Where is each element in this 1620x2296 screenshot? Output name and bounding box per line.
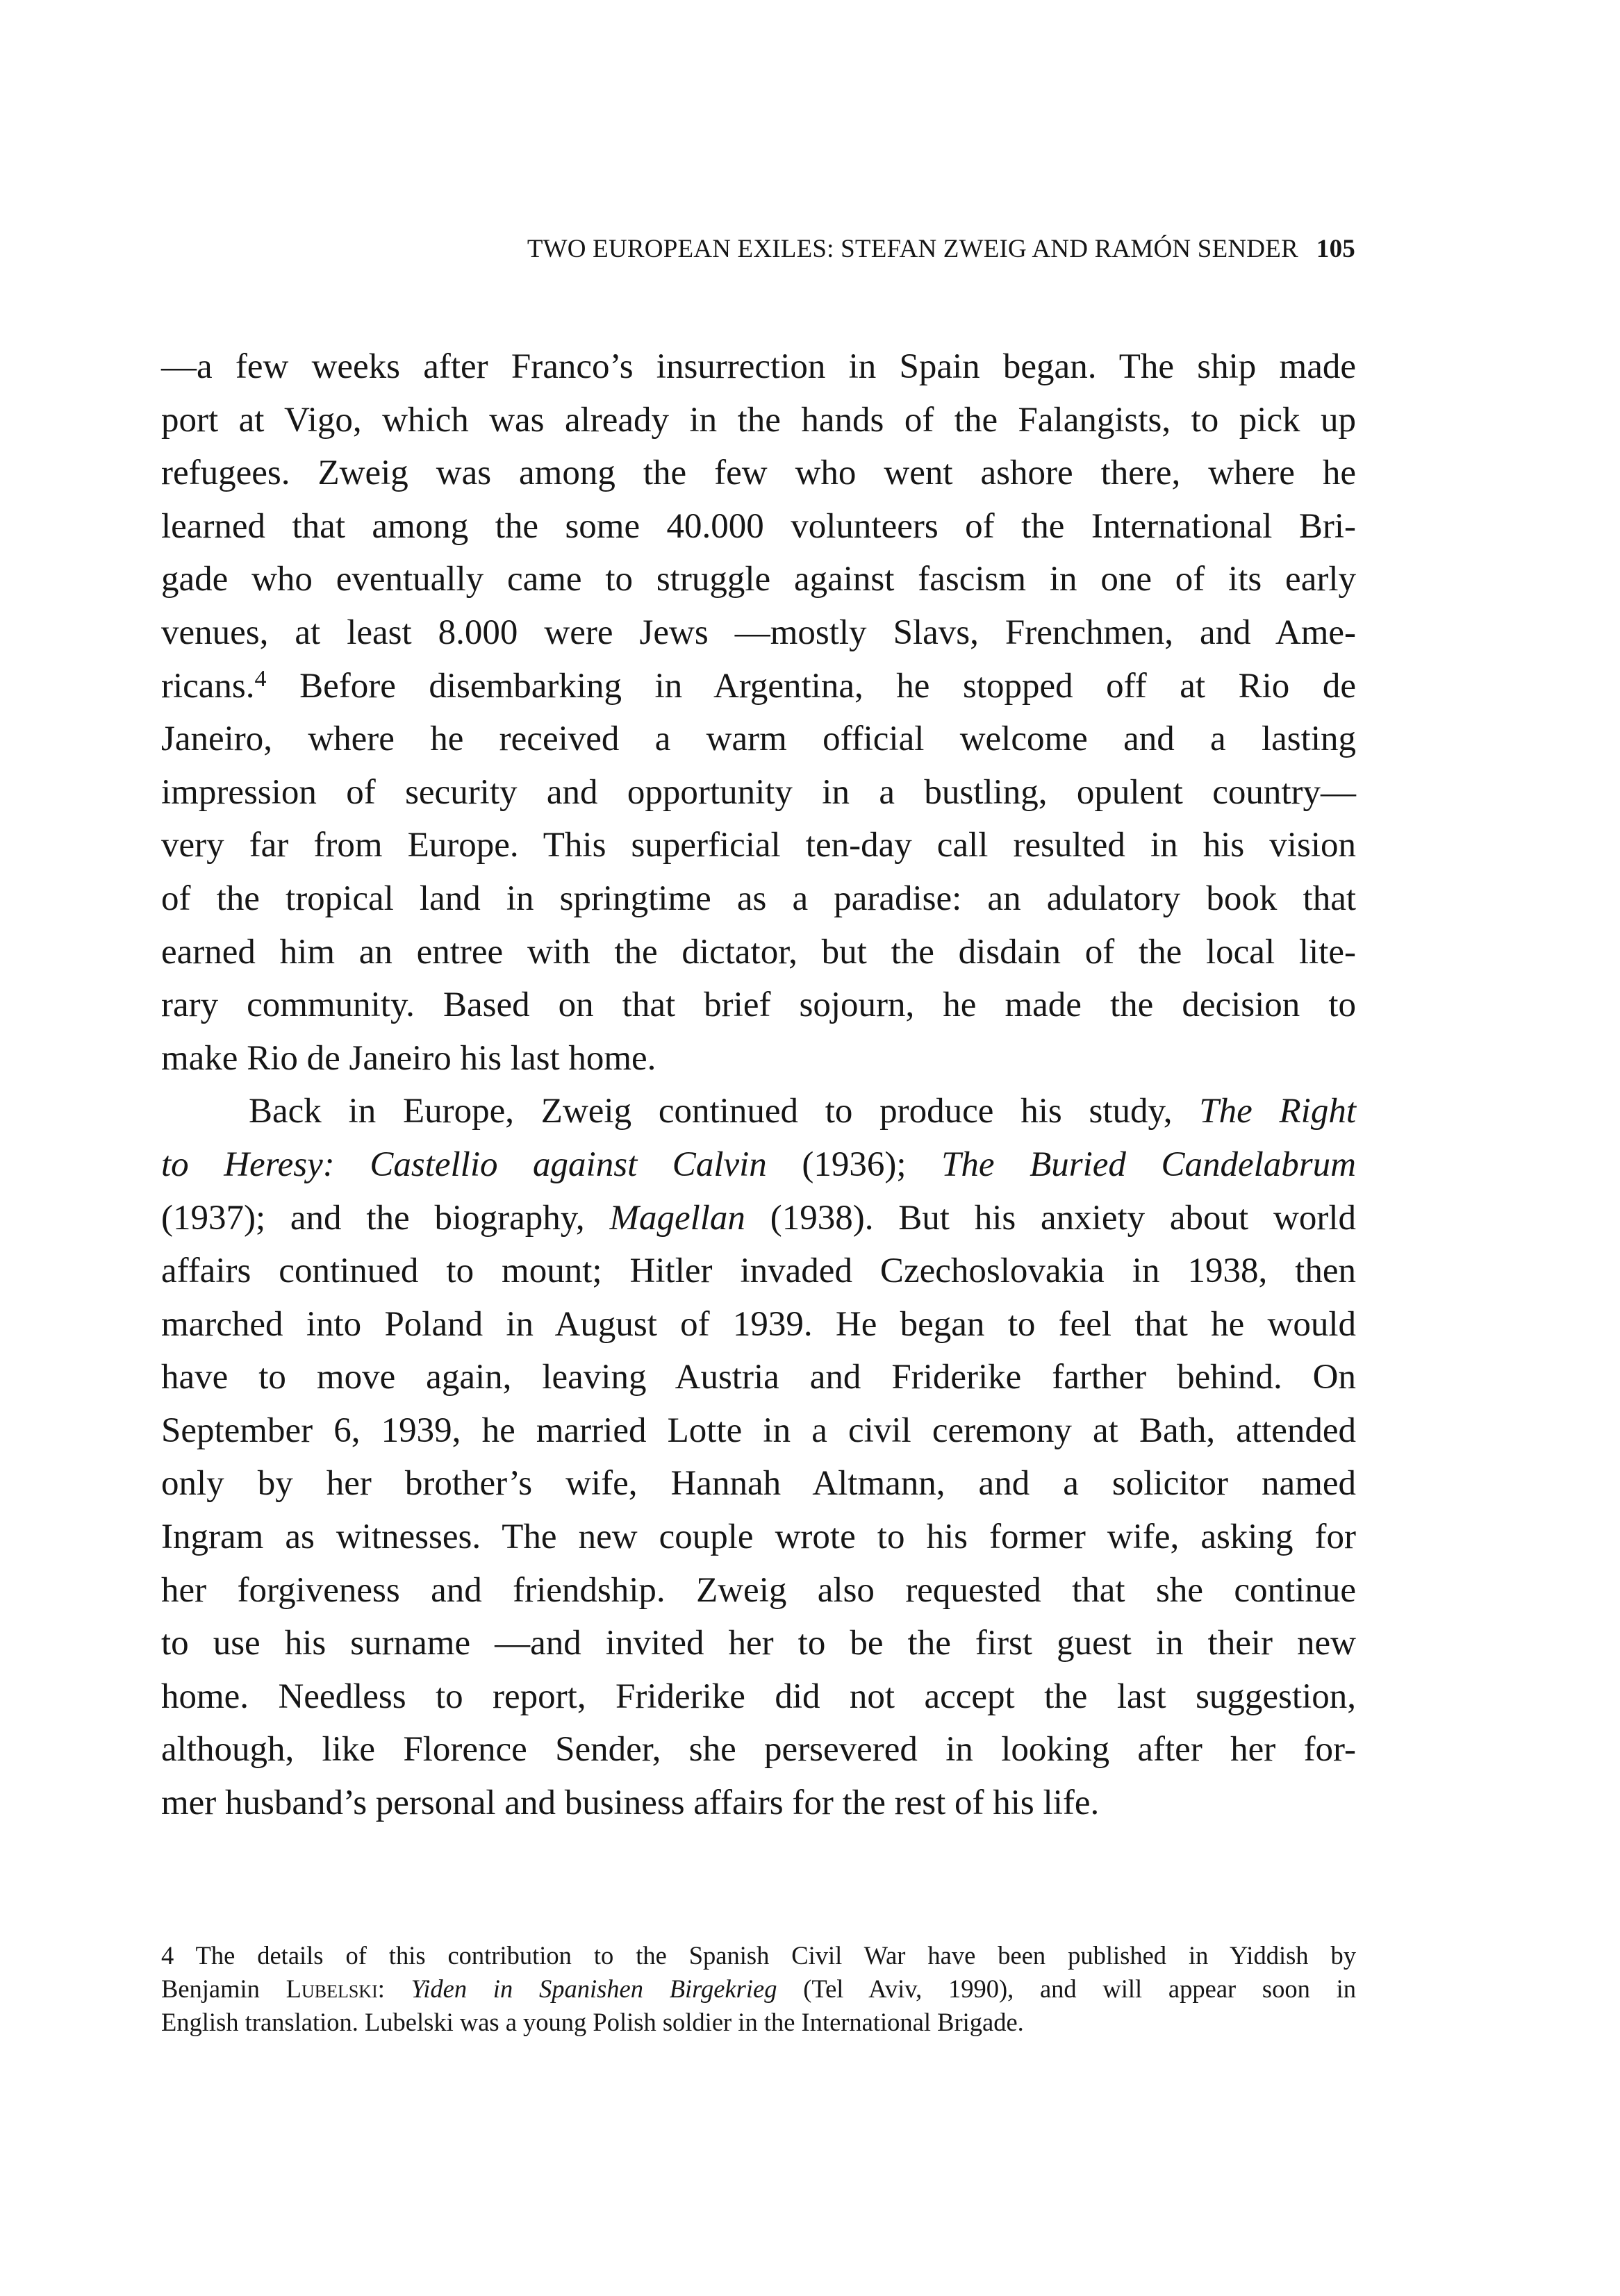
text-run: (Tel Aviv, 1990), and will appear soon in xyxy=(777,1974,1357,2003)
text-line xyxy=(161,1085,1356,1138)
text-line: port at Vigo, which was already in the hands of the Falangists, to pick up xyxy=(161,400,1356,440)
text-run: (1936); xyxy=(766,1145,942,1184)
text-line xyxy=(161,1138,1356,1192)
text-line: —a few weeks after Franco’s insurrection in Spain began. The ship made xyxy=(161,347,1356,386)
text-line: although, like Florence Sender, she persevered in looking after her for- xyxy=(161,1730,1356,1770)
text-line: rary community. Based on that brief sojourn, he made the decision to xyxy=(161,985,1356,1025)
text-line xyxy=(161,1192,1356,1245)
paragraph-1 xyxy=(161,340,1356,1085)
text-run: : xyxy=(377,1974,411,2003)
text-line: impression of security and opportunity in a bustling, opulent country— xyxy=(161,772,1356,812)
footnote-4 xyxy=(161,1939,1356,2039)
book-title: The Buried Candelabrum xyxy=(941,1145,1356,1184)
text-line: make Rio de Janeiro his last home. xyxy=(161,1038,656,1078)
text-run: ricans. xyxy=(161,666,255,706)
page-number: 105 xyxy=(1316,235,1355,263)
text-line: marched into Poland in August of 1939. He began to feel that he would xyxy=(161,1304,1356,1344)
text-line: have to move again, leaving Austria and Friderike farther behind. On xyxy=(161,1358,1356,1397)
text-line: September 6, 1939, he married Lotte in a civil ceremony at Bath, attended xyxy=(161,1411,1356,1450)
author-name: Lubelski xyxy=(286,1974,378,2003)
text-line: affairs continued to mount; Hitler invaded Czechoslovakia in 1938, then xyxy=(161,1251,1356,1291)
text-line: very far from Europe. This superficial ten-day call resulted in his vision xyxy=(161,826,1356,865)
book-title: The Right xyxy=(1199,1092,1356,1131)
book-title: Magellan xyxy=(609,1198,745,1238)
text-run: Back in Europe, Zweig continued to produce his study, xyxy=(249,1092,1200,1131)
footnote-line: English translation. Lubelski was a young Polish soldier in the International Brigade. xyxy=(161,2008,1024,2036)
running-head xyxy=(240,233,1355,265)
footnote-reference: 4 xyxy=(254,665,267,692)
footnote-line xyxy=(161,1972,1356,2006)
text-run: (1937); and the biography, xyxy=(161,1198,610,1238)
text-line: mer husband’s personal and business affairs for the rest of his life. xyxy=(161,1783,1100,1823)
book-title: to Heresy: Castellio against Calvin xyxy=(161,1145,767,1184)
text-line: venues, at least 8.000 were Jews —mostly Slavs, Frenchmen, and Ame- xyxy=(161,613,1356,652)
running-head-title: TWO EUROPEAN EXILES: STEFAN ZWEIG AND RAMÓN SENDER xyxy=(527,235,1298,263)
text-line: refugees. Zweig was among the few who went ashore there, where he xyxy=(161,454,1356,493)
paragraph-2 xyxy=(161,1085,1356,1829)
text-line: earned him an entree with the dictator, but the disdain of the local lite- xyxy=(161,932,1356,972)
text-line: only by her brother’s wife, Hannah Altmann, and a solicitor named xyxy=(161,1464,1356,1504)
text-line: Ingram as witnesses. The new couple wrote to his former wife, asking for xyxy=(161,1517,1356,1557)
text-line: home. Needless to report, Friderike did not accept the last suggestion, xyxy=(161,1677,1356,1716)
text-line: her forgiveness and friendship. Zweig also requested that she continue xyxy=(161,1570,1356,1610)
text-run: Benjamin xyxy=(161,1974,286,2003)
text-line: of the tropical land in springtime as a paradise: an adulatory book that xyxy=(161,879,1356,918)
text-run: (1938). But his anxiety about world xyxy=(745,1198,1356,1238)
text-line: to use his surname —and invited her to be the first guest in their new xyxy=(161,1624,1356,1663)
body-text xyxy=(161,340,1356,1830)
text-line: gade who eventually came to struggle against fascism in one of its early xyxy=(161,560,1356,599)
text-line xyxy=(161,660,1356,713)
book-title: Yiden in Spanishen Birgekrieg xyxy=(411,1974,777,2003)
text-line: Janeiro, where he received a warm official welcome and a lasting xyxy=(161,719,1356,759)
text-line: learned that among the some 40.000 volunteers of the International Bri- xyxy=(161,506,1356,546)
text-run: Before disembarking in Argentina, he stopped off at Rio de xyxy=(266,666,1356,706)
footnote-line: 4 The details of this contribution to the Spanish Civil War have been published in Yiddish by xyxy=(161,1941,1356,1970)
